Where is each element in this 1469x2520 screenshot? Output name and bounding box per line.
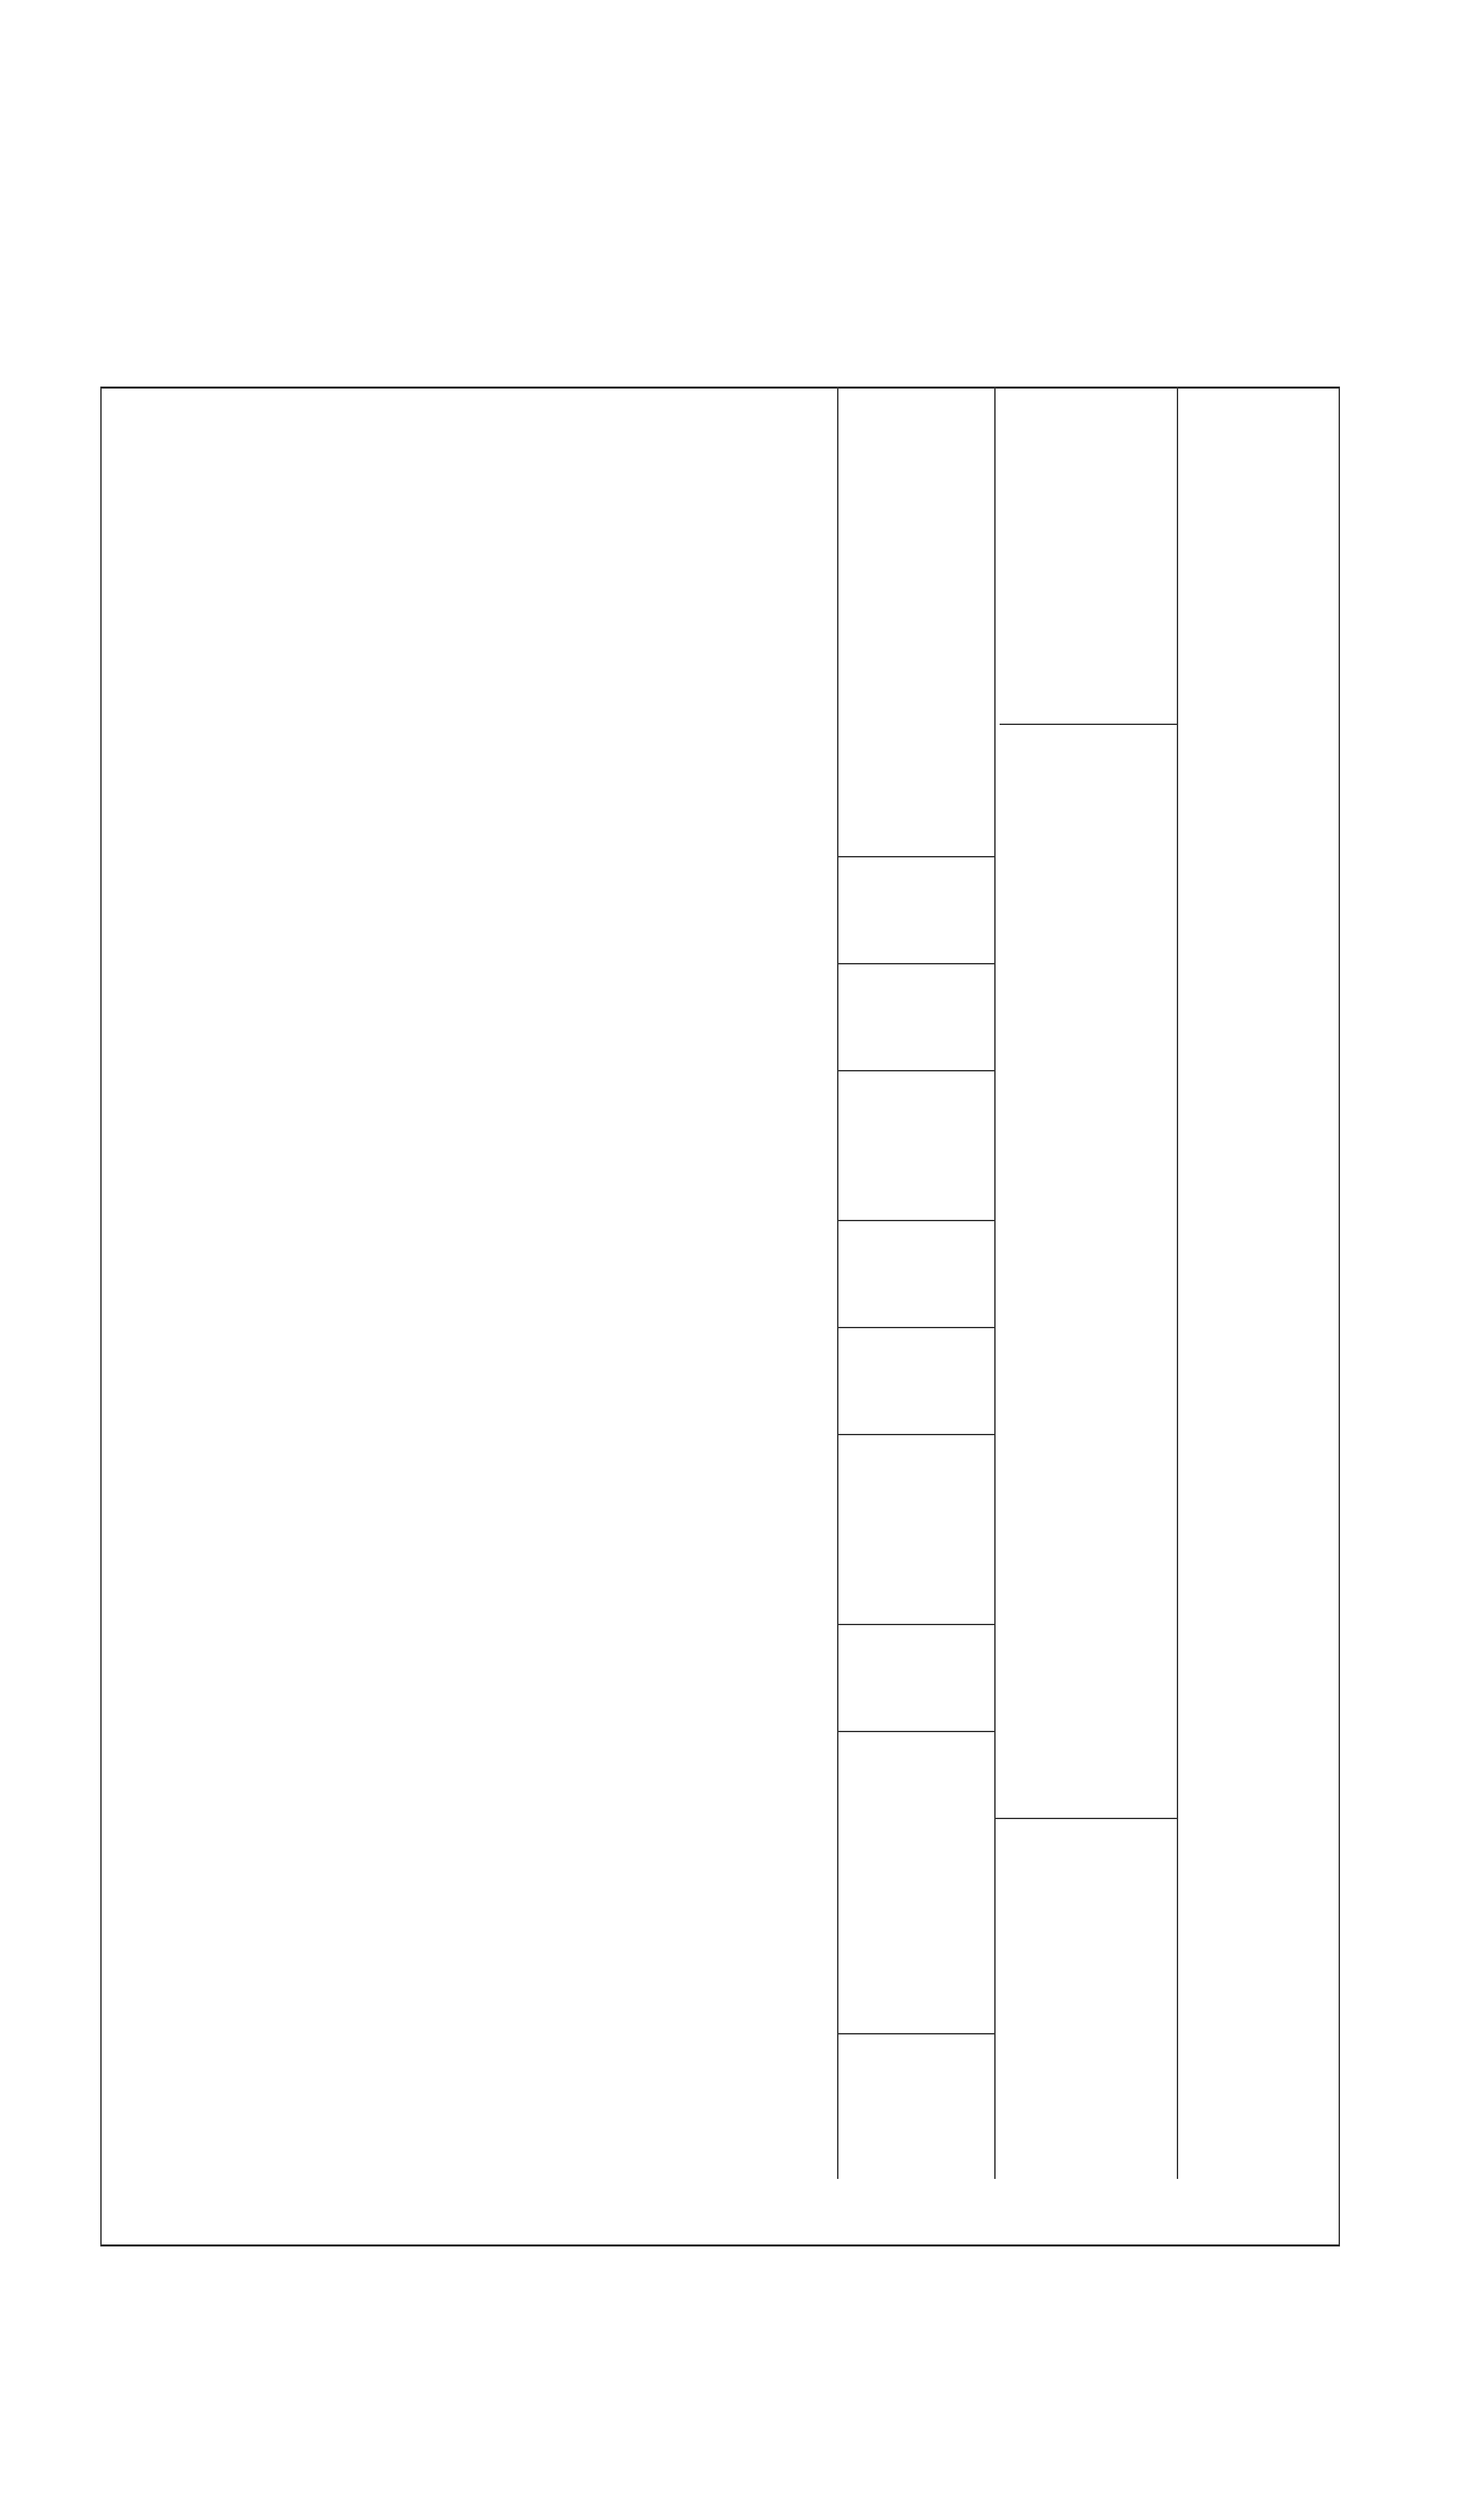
entry-row [0,1792,1469,1812]
subtotal-row [0,1227,1469,1247]
native-item-row [0,2156,1469,2176]
entry-row [0,1707,1469,1727]
puisne-label-row [0,613,1469,633]
entry-row [0,1046,1469,1066]
lands-mac-label-row [0,1153,1469,1173]
entry-row [0,1196,1469,1216]
entry-row [0,1281,1469,1301]
subtotal-row [0,863,1469,883]
subtotal-row [0,970,1469,990]
judge-row [0,634,1469,654]
native-item-row [0,2242,1469,2262]
entry-row [0,1600,1469,1620]
subtotal-row [0,1441,1469,1461]
subtotal-row [0,2040,1469,2060]
rule [837,963,994,964]
rule [837,1731,994,1732]
rule [1000,724,1177,725]
native-heading-row [0,1881,1469,1901]
lands-label-row [0,1110,1469,1130]
rule [837,856,994,857]
colsec-label-row [0,896,1469,916]
native-item-row [0,2220,1469,2240]
entry-row [0,1578,1469,1598]
entry-row [0,832,1469,852]
native-item-row [0,2092,1469,2112]
rule [837,1624,994,1625]
rule [837,1327,994,1328]
works-label-row [0,1367,1469,1387]
entry-row [0,1493,1469,1513]
attorney-label-row [0,1557,1469,1577]
entry-row [0,1303,1469,1323]
rule [994,1818,1177,1819]
native-item-row [0,2113,1469,2133]
establishment-total-row [0,1826,1469,1846]
medical-label-row [0,2071,1469,2091]
native-item-row [0,2135,1469,2155]
entry-row [0,1685,1469,1705]
subtotal-row [0,1077,1469,1097]
pension-row [0,1945,1469,1965]
governor-year-row [0,504,1469,524]
entry-row [0,1174,1469,1194]
second-division-heading-row [0,1859,1469,1879]
rule [837,1220,994,1221]
entry-row [0,939,1469,959]
native-item-row [0,2199,1469,2219]
pension-row [0,1988,1469,2008]
judge-row [0,677,1469,697]
pension-row [0,1923,1469,1944]
entry-row [0,1025,1469,1045]
treasurer-label-row [0,1471,1469,1491]
judge-row [0,698,1469,718]
pension-row [0,2009,1469,2029]
premier-label-row [0,789,1469,809]
subtotal-row [0,1334,1469,1354]
entry-row [0,918,1469,938]
subtotal-row [0,1738,1469,1758]
governor-line-row [0,483,1469,503]
pension-row [0,1966,1469,1986]
judges-total-row [0,733,1469,753]
native-item-row [0,2178,1469,2198]
entry-row [0,1132,1469,1152]
entry-row [0,1536,1469,1556]
judge-row [0,655,1469,675]
chief-justice-row [0,591,1469,611]
subtotal-row [0,1631,1469,1651]
exec-label-row [0,1664,1469,1684]
customs-label-row [0,1260,1469,1280]
general-label-row [0,1771,1469,1791]
governor-heading-row [0,461,1469,482]
entry-row [0,1410,1469,1430]
rule [837,1434,994,1435]
column-header-row [0,411,1469,431]
pensioners-label-row [0,1902,1469,1922]
rule [837,1070,994,1071]
chief-justice-label-row [0,570,1469,590]
establishment-heading-row [0,768,1469,788]
justice-label-row [0,1003,1469,1023]
judges-heading-row [0,548,1469,568]
entry-row [0,811,1469,831]
postmaster-label-row [0,1514,1469,1534]
rule [837,2033,994,2034]
entry-row [0,1388,1469,1408]
